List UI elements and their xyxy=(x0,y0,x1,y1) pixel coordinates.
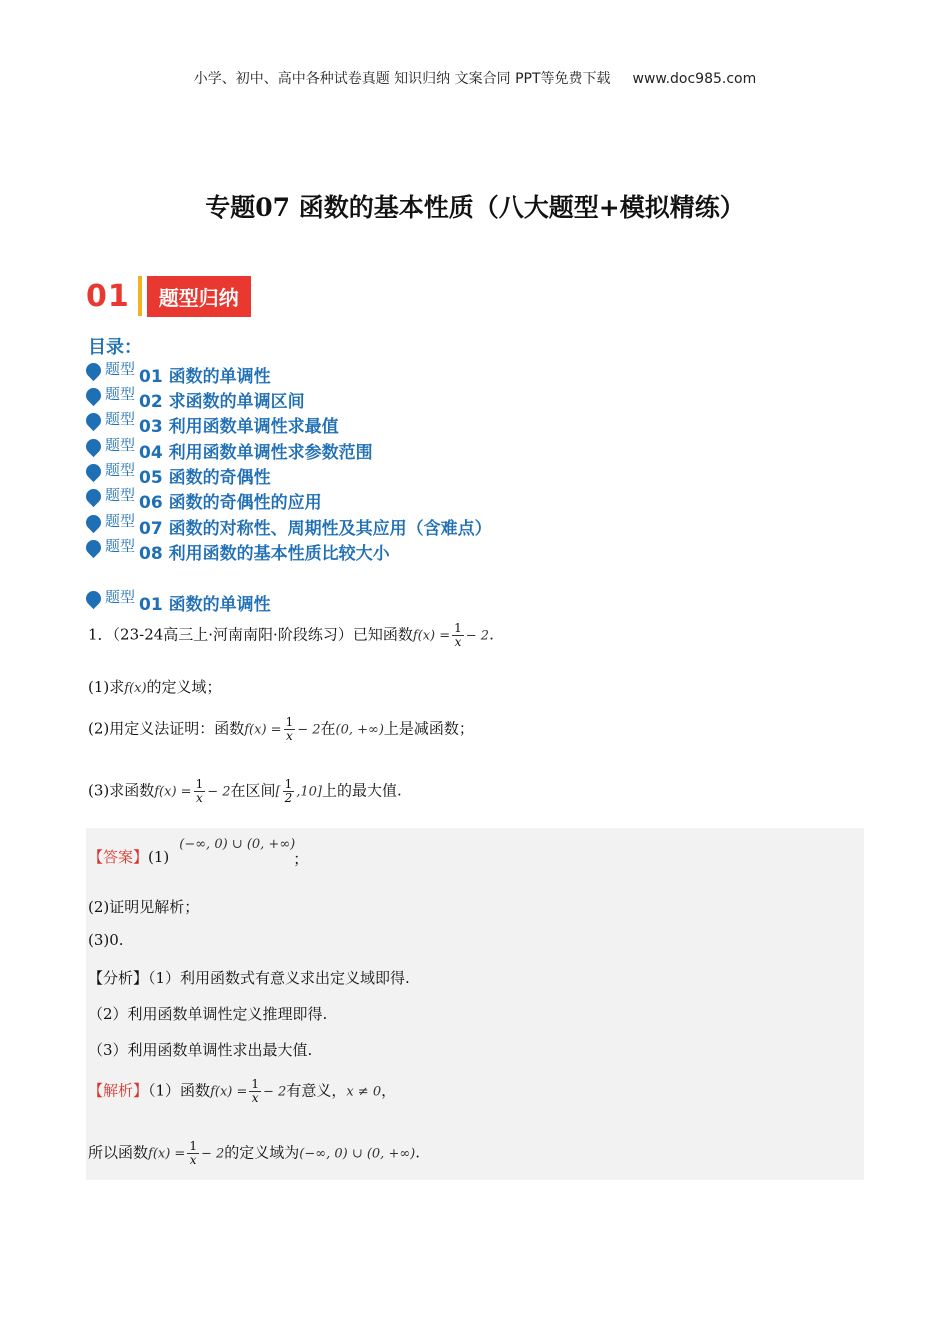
part-2 xyxy=(88,716,474,743)
solution-1b: 有意义， xyxy=(286,1081,347,1100)
part-3 xyxy=(88,778,402,805)
section-badge xyxy=(86,274,251,318)
analysis-line-1 xyxy=(88,967,410,988)
toc-text: 04 利用函数单调性求参数范围 xyxy=(139,443,373,463)
part2-c: 上是减函数； xyxy=(383,719,474,738)
answer-1-value: (−∞, 0) ∪ (0, +∞) xyxy=(179,837,296,852)
solution-condition: x ≠ 0 xyxy=(346,1084,382,1100)
minus-two: − 2 xyxy=(263,1084,287,1100)
answer-label: 【答案】 xyxy=(88,848,149,866)
page-title: 专题07 函数的基本性质（八大题型+模拟精练） xyxy=(205,193,745,222)
frac-den: x xyxy=(189,1153,197,1167)
pin-icon xyxy=(83,436,104,457)
part1-b: 的定义域； xyxy=(146,678,222,696)
toc-tag: 题型 xyxy=(105,436,136,454)
fraction xyxy=(284,716,296,743)
analysis-1: （1）利用函数式有意义求出定义域即得. xyxy=(148,969,410,987)
bracket-right: ,10] xyxy=(296,784,322,800)
toc-text: 06 函数的奇偶性的应用 xyxy=(139,493,322,513)
toc-tag: 题型 xyxy=(105,486,136,504)
header-url[interactable]: www.doc985.com xyxy=(632,71,757,87)
toc-text: 05 函数的奇偶性 xyxy=(139,468,271,488)
solution-1a: （1）函数 xyxy=(148,1081,211,1100)
toc-tag: 题型 xyxy=(105,512,136,530)
fx-label: f(x) = xyxy=(210,1084,248,1100)
fraction xyxy=(249,1078,261,1105)
problem-intro xyxy=(88,622,494,649)
answer-3: (3)0. xyxy=(88,931,124,949)
section-text: 01 函数的单调性 xyxy=(139,595,271,615)
frac-num: 1 xyxy=(285,715,294,729)
minus-two: − 2 xyxy=(200,1146,225,1162)
toc-text: 01 函数的单调性 xyxy=(139,367,271,387)
badge-divider xyxy=(138,276,142,316)
solution-2a: 所以函数 xyxy=(88,1143,149,1162)
frac-num: 1 xyxy=(195,777,204,791)
pin-icon xyxy=(83,537,104,558)
page-header xyxy=(0,68,950,88)
solution-line-1 xyxy=(88,1078,396,1105)
fx-label: f(x) = xyxy=(412,628,451,644)
solution-label: 【解析】 xyxy=(88,1081,149,1100)
answer-line-1 xyxy=(88,834,309,868)
period: . xyxy=(489,625,494,644)
analysis-label: 【分析】 xyxy=(88,969,149,987)
part3-c: 上的最大值. xyxy=(321,781,402,800)
answer-2: (2)证明见解析； xyxy=(88,898,200,916)
frac-num: 1 xyxy=(189,1139,197,1153)
solution-line-2 xyxy=(88,1140,420,1167)
pin-icon xyxy=(83,486,104,507)
solution-2b: 的定义域为 xyxy=(224,1143,300,1162)
pin-icon xyxy=(83,410,104,431)
part3-a: (3)求函数 xyxy=(88,781,155,800)
pin-icon xyxy=(83,588,104,609)
toc-tag: 题型 xyxy=(105,537,136,555)
minus-two: − 2 xyxy=(465,628,490,644)
toc-tag: 题型 xyxy=(105,360,136,378)
section-number: 01 xyxy=(86,278,130,314)
frac-den: x xyxy=(251,1091,259,1105)
part1-a: (1)求 xyxy=(88,678,125,696)
fraction xyxy=(194,778,206,805)
pin-icon xyxy=(83,360,104,381)
pin-icon xyxy=(83,512,104,533)
part-1 xyxy=(88,676,222,697)
analysis-2: （2）利用函数单调性定义推理即得. xyxy=(88,1005,328,1023)
toc-heading: 目录： xyxy=(88,337,142,358)
minus-two: − 2 xyxy=(297,722,321,738)
toc-text: 08 利用函数的基本性质比较大小 xyxy=(139,544,390,564)
minus-two: − 2 xyxy=(207,784,231,800)
toc-tag: 题型 xyxy=(105,461,136,479)
bracket-left: [ xyxy=(275,784,281,800)
fraction-half xyxy=(283,778,295,805)
toc-text: 07 函数的对称性、周期性及其应用（含难点） xyxy=(139,519,492,539)
fraction xyxy=(452,622,464,649)
frac-den: x xyxy=(285,729,293,743)
solution-2c: . xyxy=(415,1143,421,1162)
toc-text: 02 求函数的单调区间 xyxy=(139,392,305,412)
toc-tag: 题型 xyxy=(105,385,136,403)
pin-icon xyxy=(83,385,104,406)
fraction xyxy=(187,1140,199,1167)
frac-num: 1 xyxy=(454,621,462,635)
section-label: 题型归纳 xyxy=(147,276,251,317)
part2-a: (2)用定义法证明：函数 xyxy=(88,719,245,738)
header-text: 小学、初中、高中各种试卷真题 知识归纳 文案合同 PPT等免费下载 xyxy=(193,71,611,87)
fx-label: f(x) = xyxy=(148,1146,186,1162)
toc-text: 03 利用函数单调性求最值 xyxy=(139,417,339,437)
answer-1-prefix: (1) xyxy=(148,848,170,866)
solution-domain: (−∞, 0) ∪ (0, +∞) xyxy=(299,1146,416,1162)
solution-1c: ， xyxy=(381,1081,397,1100)
part3-b: 在区间 xyxy=(230,781,276,800)
section-tag: 题型 xyxy=(105,588,136,606)
fx-label: f(x) xyxy=(124,681,147,696)
problem-intro-text: 1．（23-24高三上·河南南阳·阶段练习）已知函数 xyxy=(88,625,413,644)
fx-label: f(x) = xyxy=(244,722,282,738)
frac-den: x xyxy=(195,791,203,805)
half-den: 2 xyxy=(284,791,293,805)
toc-tag: 题型 xyxy=(105,410,136,428)
fx-label: f(x) = xyxy=(154,784,192,800)
pin-icon xyxy=(83,461,104,482)
interval: (0, +∞) xyxy=(335,722,384,738)
answer-1-suffix: ； xyxy=(293,850,309,868)
frac-den: x xyxy=(454,635,462,649)
frac-num: 1 xyxy=(251,1077,260,1091)
half-num: 1 xyxy=(284,777,293,791)
analysis-3: （3）利用函数单调性求出最大值. xyxy=(88,1041,313,1059)
part2-b: 在 xyxy=(320,719,336,738)
